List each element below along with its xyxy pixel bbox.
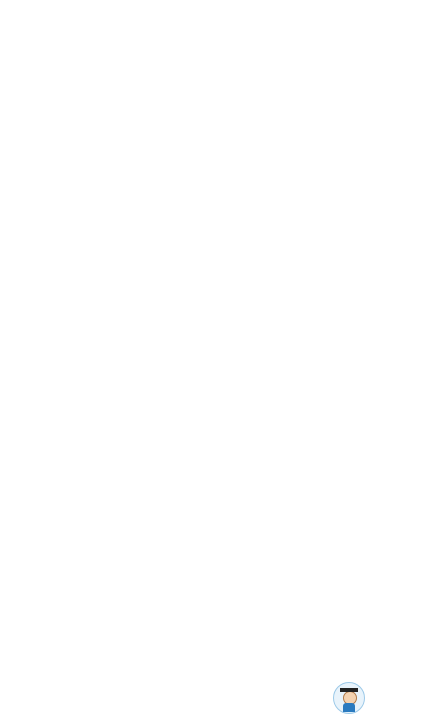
- chazidian-logo: [333, 680, 441, 720]
- mascot-icon: [333, 682, 365, 714]
